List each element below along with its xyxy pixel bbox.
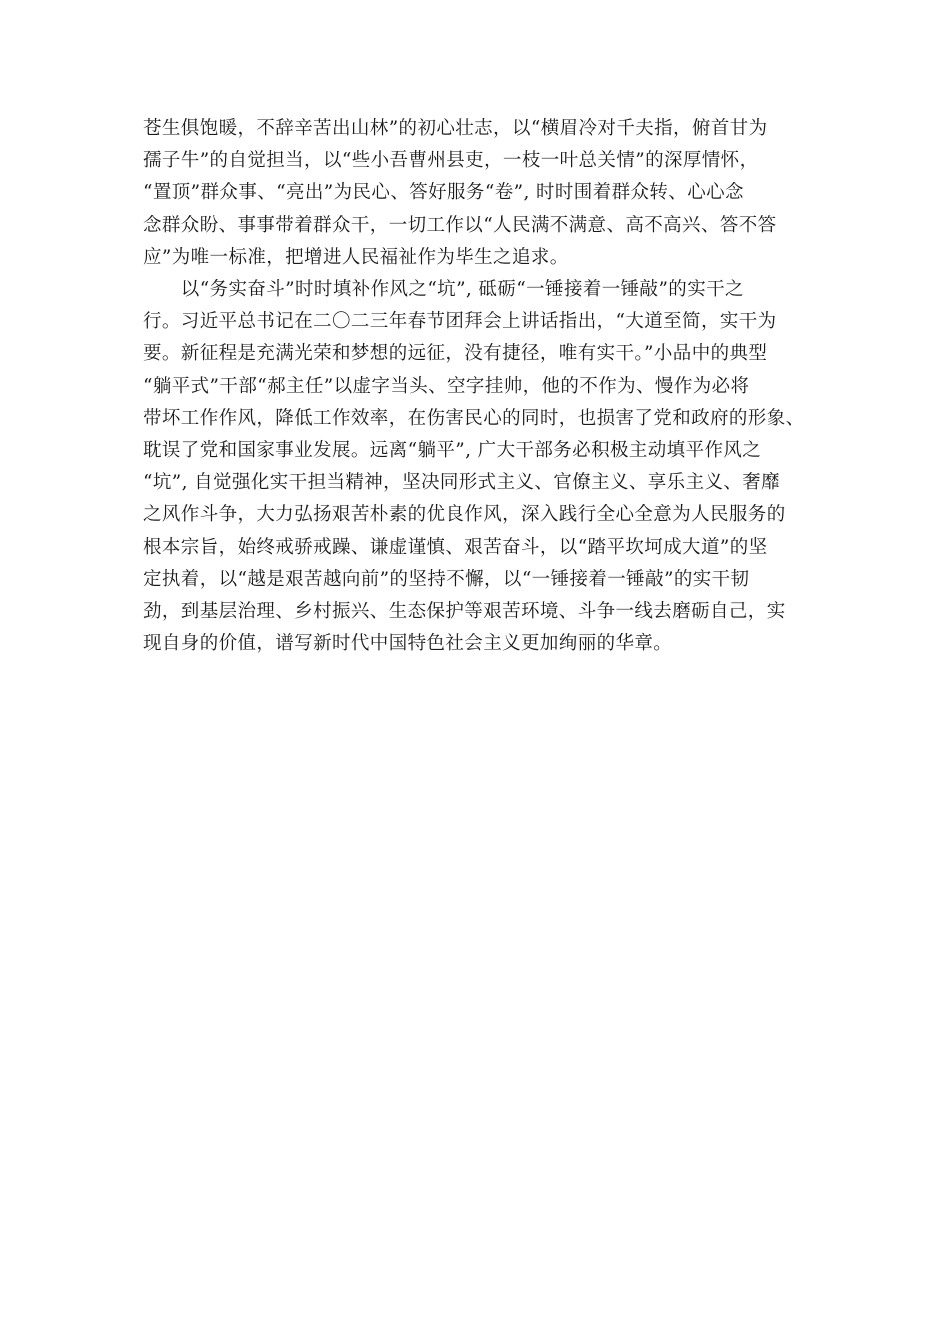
text-line: 现自身的价值，谱写新时代中国特色社会主义更加绚丽的华章。	[143, 633, 673, 655]
text-line: “躺平式”干部“郝主任”以虚字当头、空字挂帅，他的不作为、慢作为必将	[143, 375, 750, 397]
text-line: 苍生俱饱暖，不辞辛苦出山林”的初心壮志，以“横眉冷对千夫指，俯首甘为	[143, 118, 768, 139]
paragraph-2	[143, 274, 819, 660]
text-line: “坑”, 自觉强化实干担当精神，坚决同形式主义、官僚主义、享乐主义、奢靡	[143, 472, 781, 494]
text-line: 劲，到基层治理、乡村振兴、生态保护等艰苦环境、斗争一线去磨砺自己，实	[143, 601, 786, 623]
text-line: 带坏工作作风，降低工作效率，在伤害民心的同时，也损害了党和政府的形象、	[143, 407, 805, 429]
document-body	[143, 113, 819, 660]
text-line: 要。新征程是充满光荣和梦想的远征，没有捷径，唯有实干。”小品中的典型	[143, 343, 768, 365]
paragraph-1	[143, 113, 819, 274]
text-line: 以“务实奋斗”时时填补作风之“坑”, 砥砺“一锤接着一锤敲”的实干之	[143, 279, 744, 301]
text-line: 孺子牛”的自觉担当，以“些小吾曹州县吏，一枝一叶总关情”的深厚情怀，	[143, 150, 759, 172]
text-line: “置顶”群众事、“亮出”为民心、答好服务“卷”, 时时围着群众转、心心念	[143, 182, 744, 204]
text-line: 应”为唯一标准，把增进人民福祉作为毕生之追求。	[143, 246, 569, 268]
text-line: 之风作斗争，大力弘扬艰苦朴素的优良作风，深入践行全心全意为人民服务的	[143, 504, 786, 526]
text-line: 根本宗旨，始终戒骄戒躁、谦虚谨慎、艰苦奋斗，以“踏平坎坷成大道”的坚	[143, 536, 768, 558]
text-line: 念群众盼、事事带着群众干，一切工作以“人民满不满意、高不高兴、答不答	[143, 214, 777, 236]
text-line: 行。习近平总书记在二〇二三年春节团拜会上讲话指出，“大道至简，实干为	[143, 311, 777, 333]
text-line: 耽误了党和国家事业发展。远离“躺平”, 广大干部务必积极主动填平作风之	[143, 440, 762, 462]
text-line: 定执着，以“越是艰苦越向前”的坚持不懈，以“一锤接着一锤敲”的实干韧	[143, 568, 750, 590]
